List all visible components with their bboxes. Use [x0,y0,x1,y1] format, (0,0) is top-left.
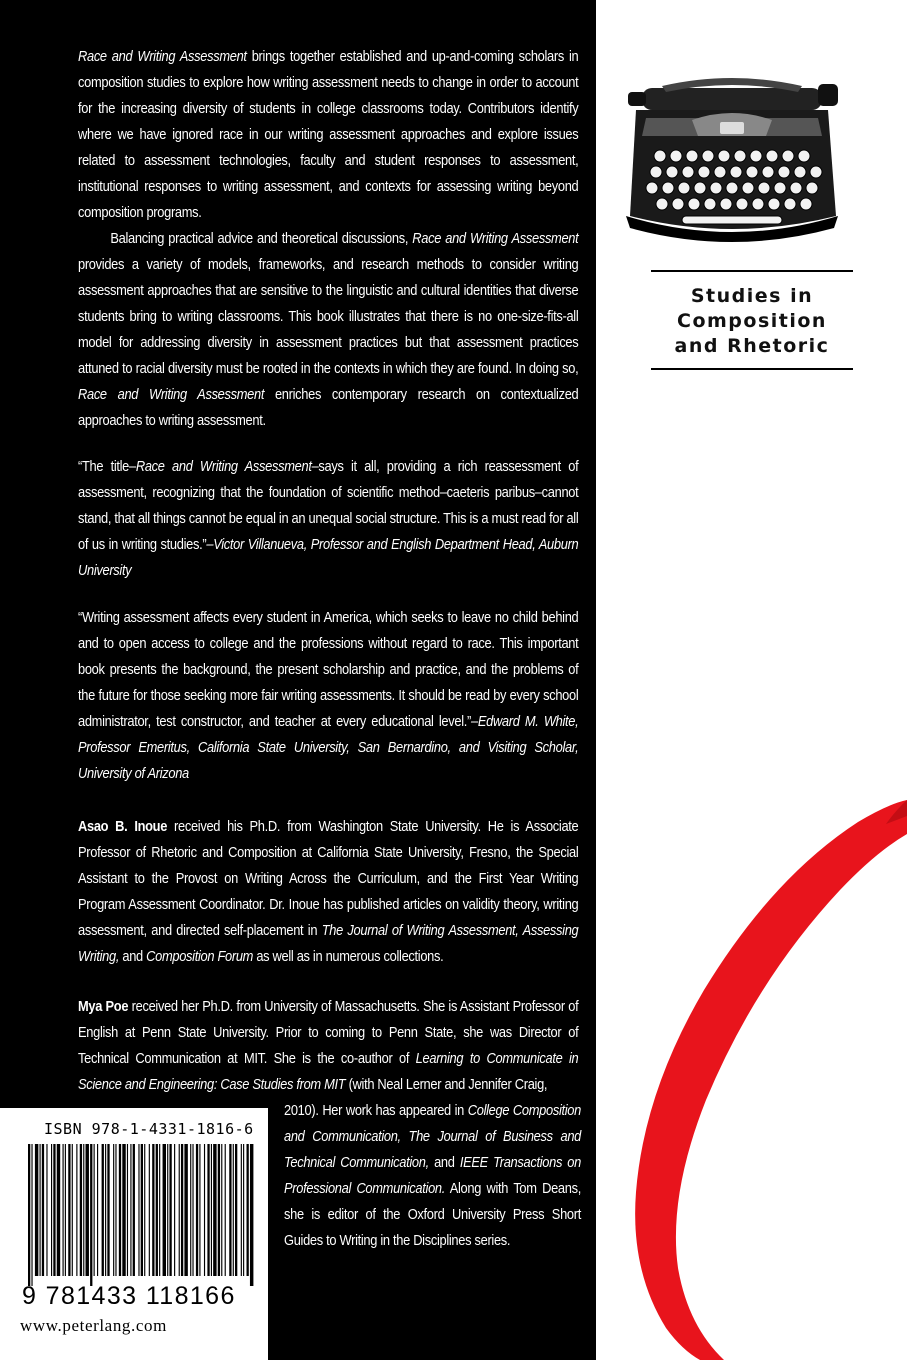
series-title-box [651,270,853,370]
barcode-bar [138,1144,139,1276]
barcode-bar [102,1144,104,1276]
barcode-bar [76,1144,77,1276]
endorsement-white [78,605,578,787]
barcode-bar [130,1144,131,1276]
bio-text: and [428,1155,460,1171]
journal-titles: Composition Forum [146,949,254,965]
barcode-bar [225,1144,226,1276]
bio-text: received her Ph.D. from University of Massachusetts. She is Assistant Professor of English at Penn State University. Prior to coming to Penn State, she was Director of Technical Communication at MIT. She is the co-author of [78,999,579,1067]
barcode-bar [40,1144,41,1276]
barcode-bar [181,1144,183,1276]
book-title-italic: Learning to Communicate in Science and Engineering: Case Studies from MIT [78,1051,579,1093]
description-text: provides a variety of models, frameworks, and research methods to consider writing assessment approaches that are sensitive to the linguistic and cultural identities that diverse students bring to writing classrooms. This book illustrates that there is no one-size-fits-all model for addressing diversity in assessment practices but that assessment practices attuned to racial diversity must be rooted in the contexts in which they are found. In doing so, [78,257,579,377]
quote-attribution: –Victor Villanueva, Professor and English Department Head, Auburn University [78,537,579,579]
journal-titles: College Composition and Communication, The Journal of Business and Technical Communication, [284,1103,581,1171]
endorsement-villanueva [78,454,578,584]
author-name: Mya Poe [78,999,129,1015]
barcode-panel [0,1108,268,1360]
barcode-bar [199,1144,200,1276]
series-title-line: Composition [677,310,827,332]
barcode-graphic [28,1144,254,1286]
barcode-bar [192,1144,193,1276]
isbn-label: ISBN 978-1-4331-1816-6 [44,1120,254,1138]
barcode-bar [149,1144,150,1276]
journal-titles: The Journal of Writing Assessment, Assessing Writing, [78,923,579,965]
barcode-bar [174,1144,175,1276]
bio-text: (with Neal Lerner and Jennifer Craig, [345,1077,548,1093]
barcode-bar [211,1144,212,1276]
author-bio-poe-continued [284,1098,581,1254]
series-title-line: Studies in [690,285,814,307]
series-title [651,284,853,359]
bio-text: and [119,949,147,965]
book-title-italic: Race and Writing Assessment [135,459,312,475]
description-paragraph-2 [78,226,578,434]
barcode-bar [167,1144,168,1276]
barcode-bar [80,1144,82,1276]
barcode-bar [31,1144,32,1286]
barcode-bar [107,1144,109,1276]
bio-text: Along with Tom Deans, she is editor of the Oxford University Press Short Guides to Writing in the Disciplines series. [284,1181,581,1249]
barcode-bar [42,1144,44,1276]
series-title-line: and Rhetoric [674,335,830,357]
book-title-italic: Race and Writing Assessment [78,49,247,65]
barcode-bar [156,1144,158,1276]
barcode-bar [122,1144,125,1276]
barcode-bar [141,1144,143,1276]
barcode-bar [152,1144,154,1276]
quote-text: –says it all, providing a rich reassessment of assessment, recognizing that the foundation of scientific method–caeteris paribus–cannot stand, that all things cannot be equal in an unequal social structure. This is a must read for all of us in writing studies.” [78,459,579,553]
barcode-bar [68,1144,70,1276]
bio-text: 2010). Her work has appeared in [284,1103,468,1119]
barcode-bar [97,1144,98,1276]
barcode-bar [243,1144,244,1276]
barcode-bar [184,1144,187,1276]
barcode-bar [83,1144,84,1276]
barcode-bar [113,1144,114,1276]
barcode-bar [250,1144,253,1286]
barcode-bar [28,1144,30,1286]
barcode-bar [51,1144,52,1276]
barcode-bar [169,1144,171,1276]
author-bio-poe [78,994,578,1098]
barcode-bar [72,1144,73,1276]
barcode-bar [179,1144,180,1276]
bio-text: received his Ph.D. from Washington State University. He is Associate Professor of Rhetoric and Composition at California State University, Fresno, the Special Assistant to the Provost on Writing Across the Curriculum, and the First Year Writing Program Assessment Coordinator. Dr. Inoue has published articles on validity theory, writing assessment, and directed self-placement in [78,819,579,939]
barcode-bar [105,1144,106,1276]
barcode-bar [119,1144,121,1276]
barcode-bar [196,1144,198,1276]
book-title-italic: Race and Writing Assessment [412,231,579,247]
barcode-bar [57,1144,60,1276]
red-swoosh-graphic [596,800,907,1360]
barcode-bar [115,1144,116,1276]
barcode-bar [213,1144,216,1276]
isbn-digits: 9 781433 118166 [22,1282,236,1310]
barcode-bar [247,1144,249,1276]
barcode-bar [35,1144,38,1276]
barcode-bar [190,1144,191,1276]
publisher-website: www.peterlang.com [20,1316,167,1335]
author-bio-inoue [78,814,578,970]
quote-text: “The title– [78,459,136,475]
barcode-bar [235,1144,237,1276]
description-text: brings together established and up-and-coming scholars in composition studies to explore how writing assessment needs to change in order to account for the increasing diversity of students in college classrooms today. Contributors identify where we have ignored race in our writing assessment approaches and explore issues related to assessment technologies, faculty and student responses to assessment, institutional responses to writing assessment, and contexts for assessing writing beyond composition programs. [78,49,579,221]
barcode-bar [144,1144,145,1276]
barcode-bar [163,1144,166,1276]
barcode-bar [207,1144,209,1276]
barcode-bar [241,1144,242,1276]
barcode-bar [218,1144,220,1276]
barcode-bar [221,1144,222,1276]
barcode-bar [133,1144,135,1276]
quote-attribution: –Edward M. White, Professor Emeritus, California State University, San Bernardino, and Visiting Scholar, University of Arizona [78,714,579,782]
barcode-bar [204,1144,205,1276]
description-text: enriches contemporary research on contextualized approaches to writing assessment. [78,387,579,429]
journal-titles: IEEE Transactions on Professional Communication. [284,1155,581,1197]
description-paragraph-1 [78,44,578,226]
barcode-bar [63,1144,64,1276]
quote-text: “Writing assessment affects every student in America, which seeks to leave no child behind and to open access to college and the professions without regard to race. This important book presents the background, the present scholarship and practice, and the problems of the future for those seeking more fair writing assessments. It should be read by every school administrator, test constructor, and teacher at every educational level.” [78,610,579,730]
barcode-bar [94,1144,95,1276]
barcode-bar [229,1144,231,1276]
description-text: Balancing practical advice and theoretical discussions, [110,231,413,247]
barcode-bar [53,1144,55,1276]
typewriter-illustration [622,66,842,252]
barcode-bar [86,1144,89,1276]
barcode-bar [159,1144,160,1276]
barcode-bar [65,1144,66,1276]
barcode-bar [233,1144,234,1276]
bio-text: as well as in numerous collections. [253,949,444,965]
book-title-italic: Race and Writing Assessment [78,387,265,403]
barcode-bar [46,1144,47,1276]
barcode-bar [127,1144,128,1276]
author-name: Asao B. Inoue [78,819,168,835]
barcode-bar [90,1144,92,1286]
